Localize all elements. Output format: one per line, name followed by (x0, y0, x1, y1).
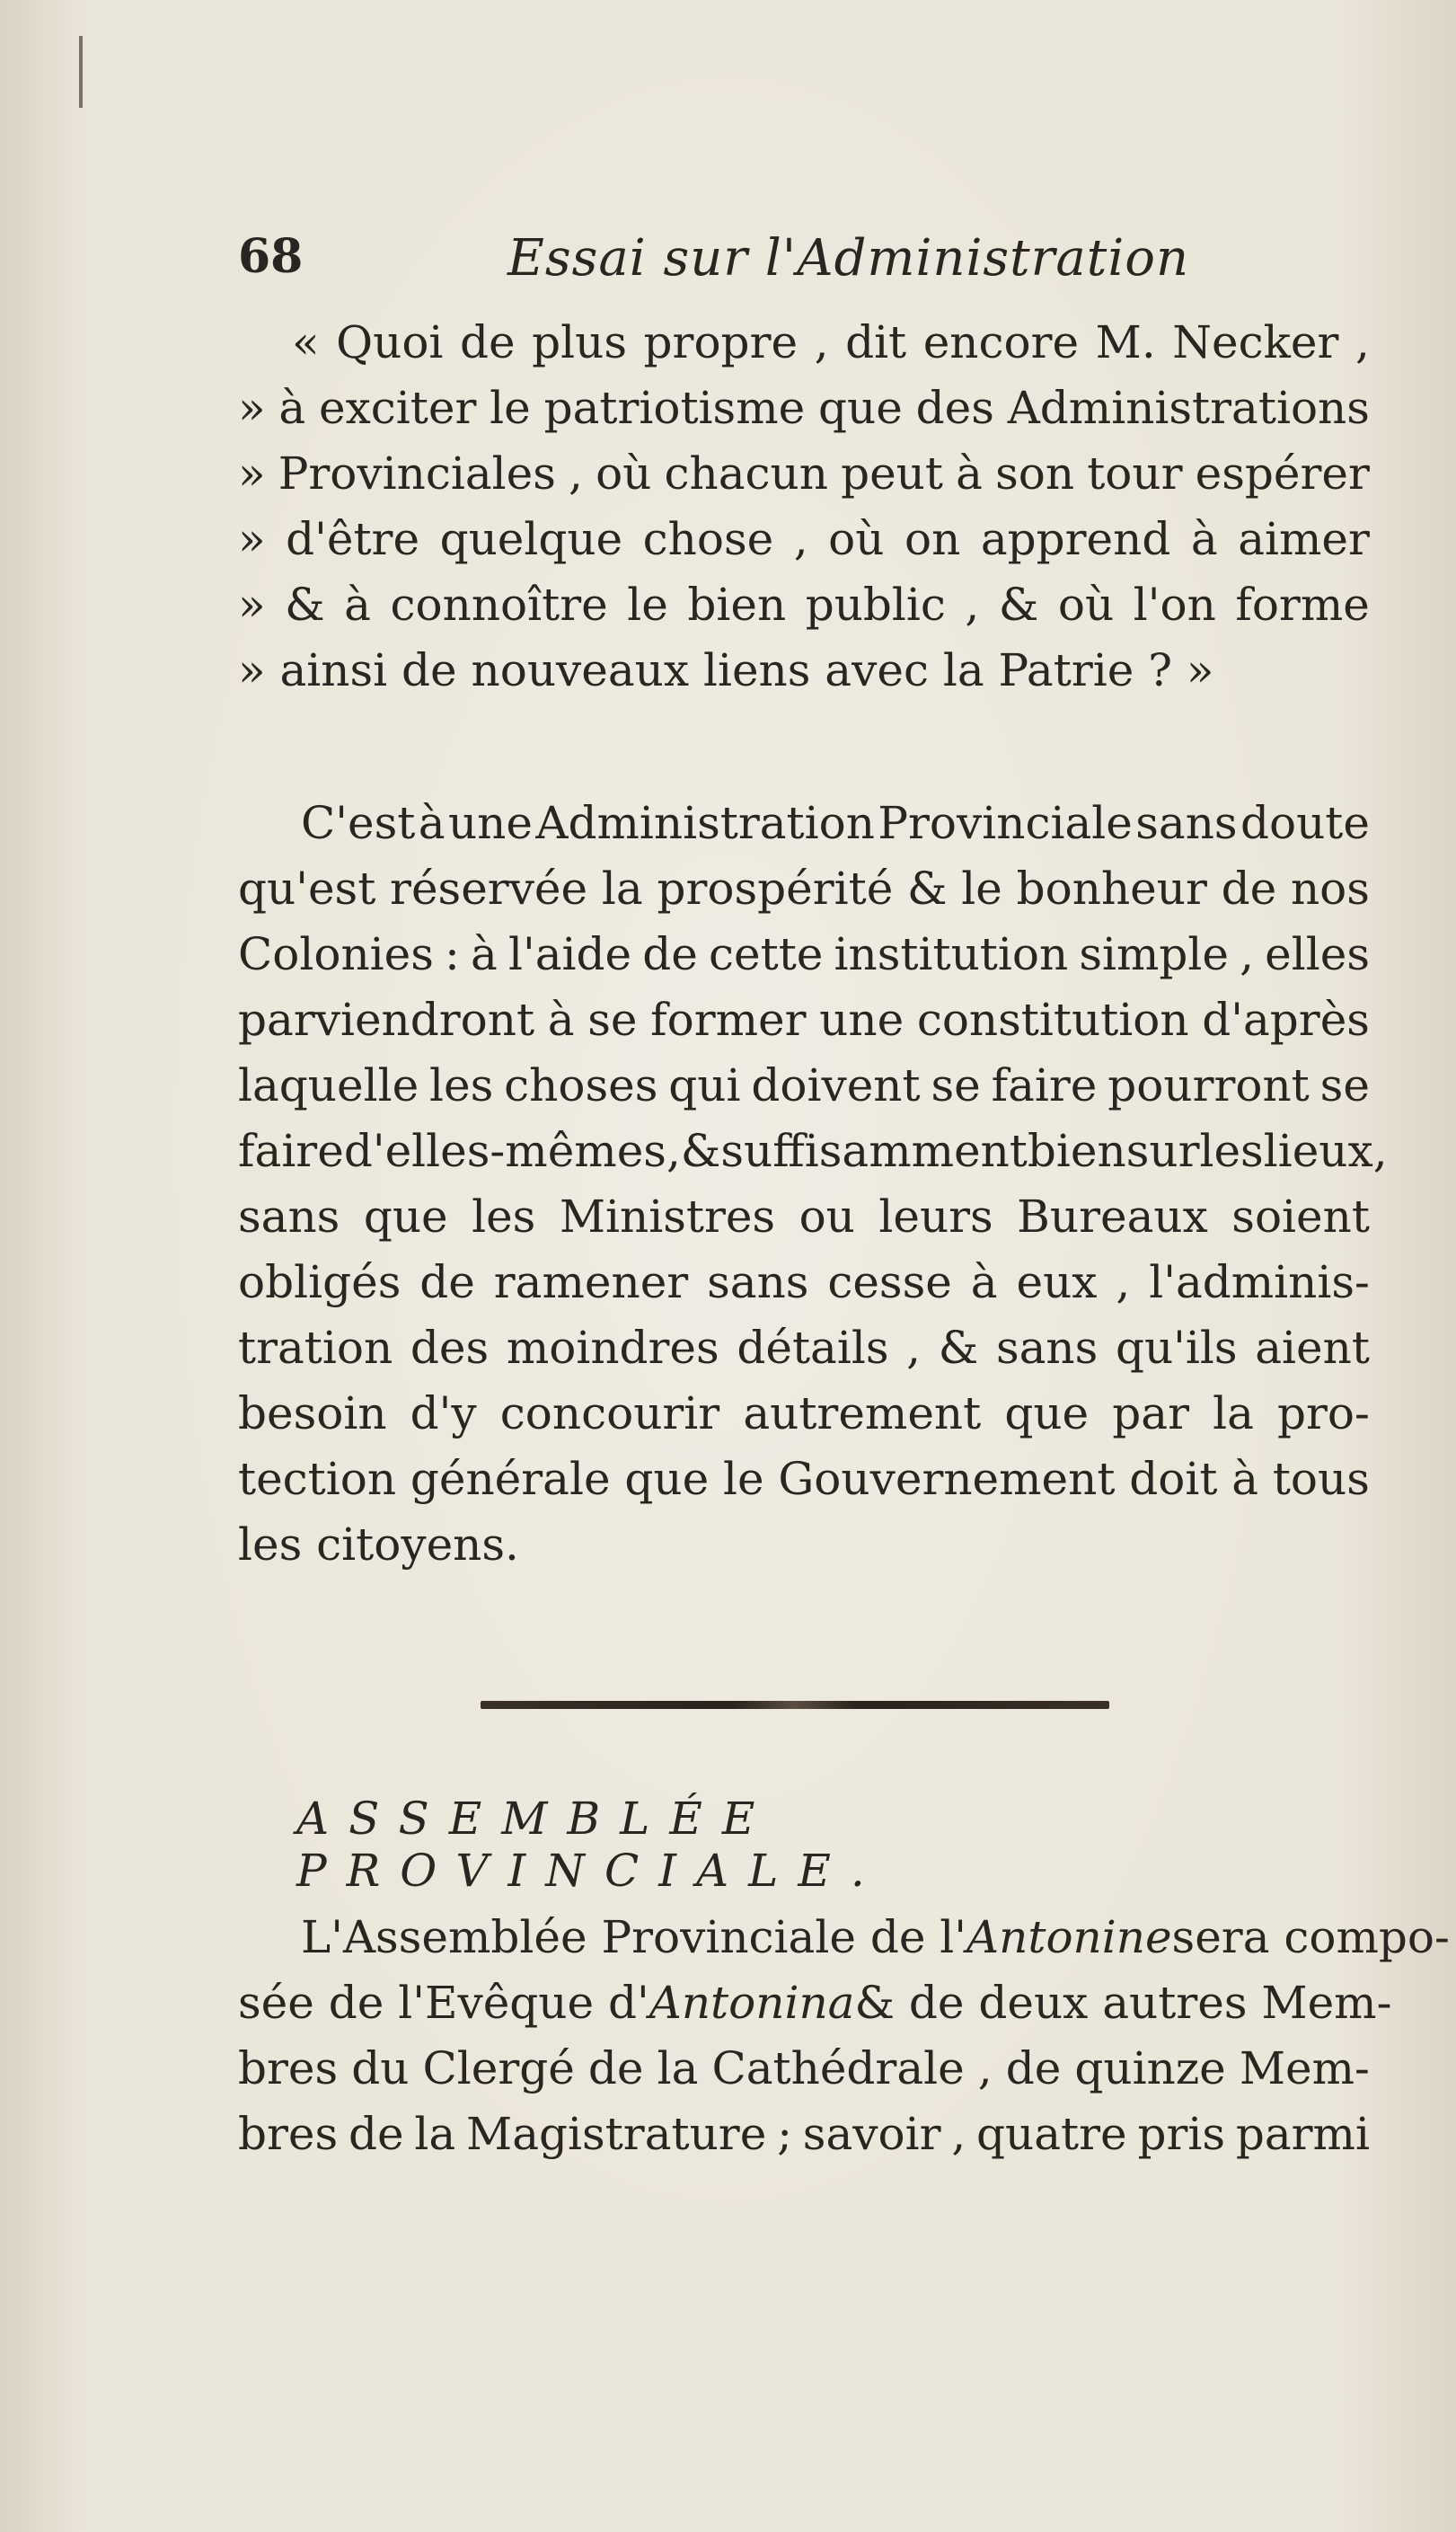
word: apprend (980, 513, 1171, 565)
word: , (977, 2042, 993, 2094)
word: : (445, 928, 460, 980)
paragraph-line (238, 1905, 1450, 1970)
word: la (601, 863, 643, 915)
word: forme (1235, 579, 1370, 631)
word: doivent (751, 1059, 921, 1111)
word: Bureaux (1017, 1191, 1208, 1243)
word: doute (1240, 797, 1370, 849)
word: patriotisme (543, 382, 806, 434)
word: choses (504, 1059, 658, 1111)
word: Gouvernement (778, 1453, 1116, 1505)
word: la (1213, 1387, 1254, 1439)
word: qu'est (238, 863, 376, 915)
word: l'aide (508, 928, 632, 980)
word: ramener (493, 1256, 689, 1308)
word: à (1190, 513, 1218, 565)
word: d'après (1202, 994, 1370, 1046)
word: quelque (439, 513, 623, 565)
paragraph-colonies (238, 791, 1388, 1578)
word: à (471, 928, 498, 980)
word: propre (643, 316, 799, 368)
quote-line: » ainsi de nouveaux liens avec la Patrie ? » (238, 644, 1214, 696)
word: à (1231, 1453, 1259, 1505)
paragraph-line (238, 2036, 1370, 2102)
word: de (348, 2108, 404, 2160)
word: les (472, 1191, 536, 1243)
word: se (931, 1059, 981, 1111)
word: les (429, 1059, 494, 1111)
word: la (414, 2108, 456, 2160)
word: faire (238, 1125, 344, 1177)
word: tection (238, 1453, 397, 1505)
word: aient (1255, 1322, 1370, 1374)
word: sans (238, 1191, 340, 1243)
word: , (1240, 928, 1255, 980)
word: de (1221, 863, 1277, 915)
quote-line (238, 310, 1370, 376)
word: d'elles-mêmes,& (343, 1125, 721, 1177)
word: la (657, 2042, 699, 2094)
word: le (722, 1453, 764, 1505)
word: lieux, (1263, 1125, 1388, 1177)
word: simple (1079, 928, 1229, 980)
word: tour (1087, 447, 1183, 500)
word: faire (991, 1059, 1098, 1111)
word: suffisamment (720, 1125, 1028, 1177)
word: encore (922, 316, 1080, 368)
word: bres (238, 2042, 339, 2094)
word: une (819, 994, 904, 1046)
word: plus (532, 316, 627, 368)
word: tous (1272, 1453, 1370, 1505)
paragraph-line (238, 922, 1370, 987)
word: & (998, 579, 1039, 631)
word: » (238, 579, 266, 631)
gutter-mark (79, 36, 83, 108)
word: & (285, 579, 325, 631)
word: où (1057, 579, 1115, 631)
word: obligés (238, 1256, 402, 1308)
word: à (970, 1256, 998, 1308)
word: Clergé (422, 2042, 575, 2094)
word: institution (834, 928, 1069, 980)
word: doit (1129, 1453, 1218, 1505)
word: de (419, 1256, 475, 1308)
word: , (814, 316, 829, 368)
word: que (818, 382, 903, 434)
word: , (1355, 316, 1370, 368)
word: nos (1290, 863, 1370, 915)
ornamental-rule (481, 1701, 1109, 1709)
word: chacun (664, 447, 828, 500)
word: se (587, 994, 638, 1046)
word: savoir (802, 2108, 941, 2160)
word: les (1199, 1125, 1264, 1177)
word: tration (238, 1322, 393, 1374)
word: par (1112, 1387, 1189, 1439)
paragraph-line (238, 1053, 1370, 1119)
word: Provinciales (278, 447, 556, 500)
word: eux (1016, 1256, 1098, 1308)
word: l'adminis- (1149, 1256, 1370, 1308)
word: ou (799, 1191, 855, 1243)
word: soient (1231, 1191, 1370, 1243)
word: » (238, 513, 266, 565)
word: Colonies (238, 928, 434, 980)
paragraph-line (238, 791, 1370, 856)
word: que (363, 1191, 448, 1243)
word: que (1004, 1387, 1090, 1439)
paragraph-line (238, 1119, 1388, 1184)
word: où (828, 513, 885, 565)
paragraph-line (238, 987, 1370, 1053)
word: des (915, 382, 994, 434)
word: pourront (1107, 1059, 1310, 1111)
word: pris (1137, 2108, 1226, 2160)
word: le (627, 579, 668, 631)
word: pro- (1277, 1387, 1370, 1439)
word: de (642, 928, 698, 980)
word: Magistrature (466, 2108, 767, 2160)
line-text: L'Assemblée Provinciale de l' (301, 1911, 967, 1963)
word: qui (668, 1059, 741, 1111)
word: Administrations (1007, 382, 1370, 434)
word: de (587, 2042, 644, 2094)
word: de (1005, 2042, 1062, 2094)
word: Quoi (336, 316, 444, 368)
word: ; (777, 2108, 792, 2160)
paragraph-line (238, 1970, 1392, 2036)
quote-line (238, 376, 1370, 441)
quote-line (238, 507, 1370, 572)
word: à (956, 447, 983, 500)
word: de (459, 316, 516, 368)
word: d'y (410, 1387, 477, 1439)
word: générale (410, 1453, 611, 1505)
word: sans (707, 1256, 809, 1308)
word: sans (1135, 797, 1238, 849)
word: une (447, 797, 533, 849)
word: constitution (916, 994, 1189, 1046)
word: se (1319, 1059, 1370, 1111)
line-text: sera compo- (1171, 1911, 1450, 1963)
word: quatre (976, 2108, 1127, 2160)
word: on (904, 513, 961, 565)
word: , (951, 2108, 966, 2160)
word: » (238, 447, 266, 500)
word: « (292, 316, 320, 368)
word: leurs (878, 1191, 993, 1243)
word: à (547, 994, 575, 1046)
word: où (596, 447, 652, 500)
word: Cathédrale (711, 2042, 965, 2094)
necker-quote (238, 310, 1370, 704)
word: former (650, 994, 807, 1046)
word: peut (841, 447, 943, 500)
quote-line (238, 572, 1370, 638)
word: bres (238, 2108, 339, 2160)
word: à (278, 382, 306, 434)
line-text: & de deux autres Mem- (854, 1977, 1392, 2029)
word: Mem- (1239, 2042, 1370, 2094)
word: , (569, 447, 583, 500)
word: elles (1265, 928, 1370, 980)
word: laquelle (238, 1059, 419, 1111)
word: à (344, 579, 371, 631)
word: que (624, 1453, 710, 1505)
word: C'est (301, 797, 416, 849)
word: Ministres (559, 1191, 776, 1243)
word: bien (687, 579, 787, 631)
place-name: Antonine (966, 1911, 1172, 1963)
word: & (938, 1322, 979, 1374)
word: Administration (535, 797, 875, 849)
paragraph-line: les citoyens. (238, 1518, 519, 1571)
word: Necker (1172, 316, 1339, 368)
word: & (907, 863, 948, 915)
word: public (805, 579, 946, 631)
word: parviendront (238, 994, 535, 1046)
word: dit (845, 316, 907, 368)
paragraph-line (238, 2102, 1370, 2167)
paragraph-line (238, 856, 1370, 922)
paragraph-line (238, 1315, 1370, 1381)
word: bien (1027, 1125, 1126, 1177)
word: son (995, 447, 1075, 500)
word: le (490, 382, 531, 434)
word: besoin (238, 1387, 387, 1439)
word: exciter (319, 382, 477, 434)
place-name: Antonina (649, 1977, 855, 2029)
word: espérer (1195, 447, 1370, 500)
page-number: 68 (238, 229, 304, 284)
word: connoître (390, 579, 608, 631)
paragraph-line (238, 1250, 1370, 1315)
word: sans (995, 1322, 1099, 1374)
word: des (410, 1322, 490, 1374)
word: d'être (286, 513, 420, 565)
word: , (793, 513, 808, 565)
running-title: Essai sur l'Administration (507, 229, 1190, 288)
word: chose (642, 513, 774, 565)
quote-line (238, 441, 1370, 507)
word: aimer (1238, 513, 1370, 565)
word: » (238, 382, 266, 434)
section-heading: ASSEMBLÉE PROVINCIALE. (296, 1793, 885, 1897)
word: cesse (827, 1256, 952, 1308)
word: réservée (390, 863, 588, 915)
word: , (965, 579, 980, 631)
word: , (906, 1322, 922, 1374)
paragraph-assembly (238, 1905, 1450, 2167)
word: qu'ils (1115, 1322, 1238, 1374)
word: le (961, 863, 1002, 915)
word: prospérité (657, 863, 894, 915)
word: détails (737, 1322, 889, 1374)
paragraph-line (238, 1184, 1370, 1250)
word: cette (709, 928, 824, 980)
word: , (1116, 1256, 1131, 1308)
word: parmi (1235, 2108, 1370, 2160)
word: concourir (499, 1387, 720, 1439)
word: moindres (506, 1322, 719, 1374)
word: sur (1125, 1125, 1200, 1177)
paragraph-line (238, 1381, 1370, 1447)
running-head (238, 229, 1339, 292)
word: du (351, 2042, 410, 2094)
paragraph-line (238, 1447, 1370, 1512)
line-text: sée de l'Evêque d' (238, 1977, 649, 2029)
word: bonheur (1016, 863, 1207, 915)
word: autrement (743, 1387, 982, 1439)
word: quinze (1074, 2042, 1226, 2094)
word: à (418, 797, 446, 849)
word: Provinciale (878, 797, 1133, 849)
word: l'on (1133, 579, 1216, 631)
word: M. (1095, 316, 1156, 368)
